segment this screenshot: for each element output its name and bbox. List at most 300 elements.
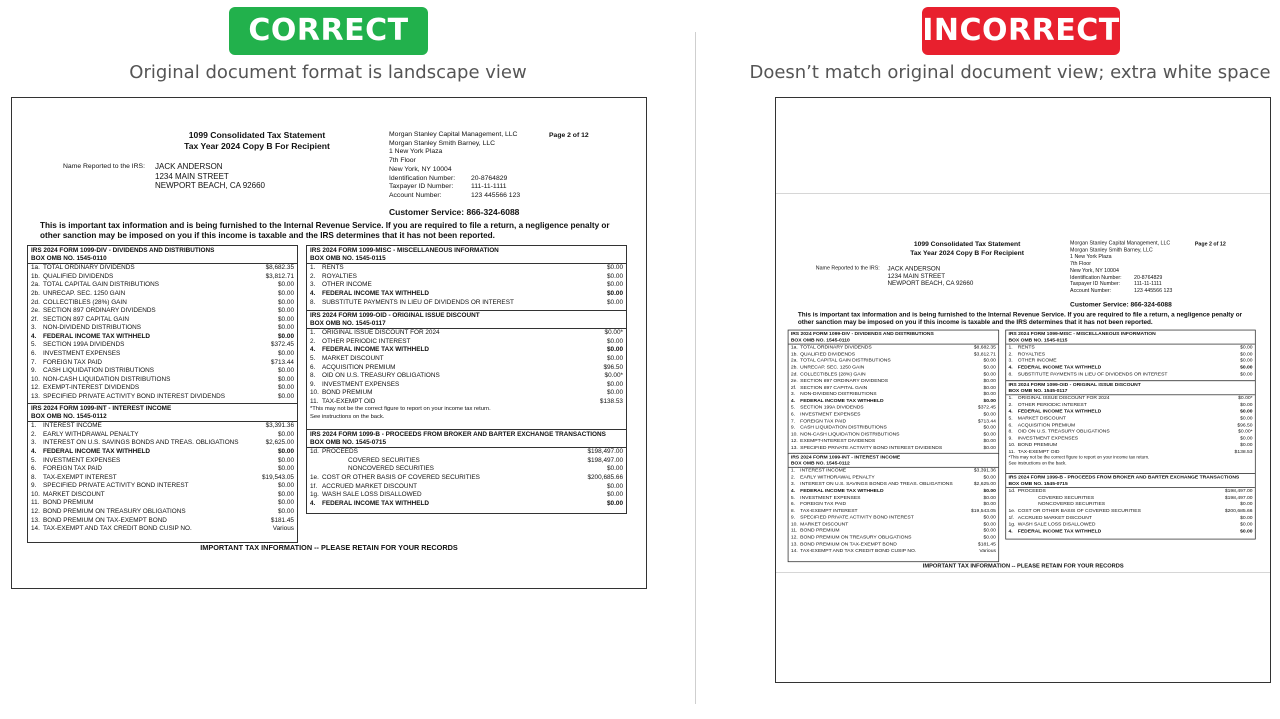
box-value: $0.00	[1240, 371, 1253, 377]
box-number: 1f.	[1008, 514, 1014, 521]
box-number: 1g.	[1008, 521, 1016, 528]
box-number: 1d.	[1008, 488, 1016, 494]
form-row	[307, 465, 626, 474]
form-row	[788, 351, 998, 358]
form-row	[1006, 429, 1255, 436]
form-omb-number: BOX OMB NO. 1545-0110	[31, 254, 107, 262]
form-header	[1006, 330, 1255, 344]
box-value: $181.45	[977, 541, 996, 547]
form-row	[28, 482, 297, 491]
box-number: 13.	[790, 541, 798, 547]
box-label: SPECIFIED PRIVATE ACTIVITY BOND INTEREST DIVIDENDS	[43, 392, 226, 400]
irs-notice: This is important tax information and is being furnished to the Internal Revenue Service. If you are required to file a return, a negligence penalty or other sanction may be imposed on you if this income is taxable and the IRS determines that it has not been reported.	[40, 221, 610, 240]
box-label: FOREIGN TAX PAID	[800, 418, 847, 424]
box-label: SECTION 897 CAPITAL GAIN	[43, 315, 129, 323]
form-row	[307, 389, 626, 398]
box-value: $0.00	[278, 482, 294, 490]
box-label: INTEREST ON U.S. SAVINGS BONDS AND TREAS. OBLIGATIONS	[800, 481, 953, 487]
box-number: 3.	[31, 439, 37, 447]
form-row	[788, 358, 998, 365]
payer-field-label: Taxpayer ID Number:	[1070, 281, 1121, 287]
box-value: $0.00	[607, 491, 623, 499]
box-label: NON-CASH LIQUIDATION DISTRIBUTIONS	[800, 431, 900, 438]
box-value: $200,685.66	[1224, 508, 1253, 514]
correct-document	[12, 98, 646, 588]
statement-title: 1099 Consolidated Tax Statement Tax Year 2024 Copy B For Recipient	[184, 130, 330, 151]
form-row	[1006, 345, 1255, 352]
form-title: IRS 2024 FORM 1099-DIV - DIVIDENDS AND DISTRIBUTIONS	[790, 331, 934, 337]
box-number: 9.	[31, 367, 37, 375]
box-value: $0.00	[1240, 435, 1253, 441]
form-row	[28, 307, 297, 316]
form-row	[1006, 495, 1255, 502]
box-number: 4.	[1008, 408, 1013, 415]
box-label: BOND PREMIUM	[322, 389, 373, 397]
form-1099-int	[788, 453, 999, 562]
box-label: SPECIFIED PRIVATE ACTIVITY BOND INTEREST DIVIDENDS	[800, 444, 943, 451]
payer-line: 1 New York Plaza	[1070, 254, 1112, 260]
payer-line: 7th Floor	[389, 157, 416, 165]
box-number: 4.	[790, 487, 795, 494]
irs-notice: This is important tax information and is being furnished to the Internal Revenue Service. If you are required to file a return, a negligence penalty or other sanction may be imposed on you if this income is taxable and the IRS determines that it has not been reported.	[797, 310, 1243, 326]
form-omb-number: BOX OMB NO. 1545-0112	[790, 460, 850, 466]
box-number: 7.	[31, 358, 37, 366]
payer-field	[389, 175, 520, 184]
box-number: 8.	[31, 473, 37, 481]
box-value: $0.00	[278, 456, 294, 464]
box-number: 1.	[310, 264, 316, 272]
box-number: 4.	[310, 346, 316, 354]
form-row	[28, 431, 297, 440]
form-row	[788, 521, 998, 528]
box-label: COLLECTIBLES (28%) GAIN	[800, 371, 866, 377]
form-note: *This may not be the correct figure to report on your income tax return.	[310, 406, 491, 413]
form-row	[1006, 409, 1255, 416]
box-label: ROYALTIES	[322, 272, 357, 280]
box-label: NON-CASH LIQUIDATION DISTRIBUTIONS	[43, 375, 171, 383]
box-value: $0.00	[983, 358, 996, 364]
box-value: $0.00	[983, 444, 996, 451]
payer-field-label: Identification Number:	[389, 174, 456, 182]
incorrect-badge: INCORRECT	[922, 7, 1120, 55]
form-title: IRS 2024 FORM 1099-OID - ORIGINAL ISSUE DISCOUNT	[1008, 381, 1141, 388]
payer-field-value: 20-8764829	[471, 174, 508, 182]
form-row	[307, 483, 626, 492]
form-row	[1006, 442, 1255, 449]
box-value: $0.00	[983, 384, 996, 391]
box-number: 4.	[310, 289, 316, 297]
box-number: 1.	[310, 329, 316, 337]
box-value: Various	[272, 525, 294, 533]
box-number: 8.	[1008, 371, 1013, 377]
form-row	[788, 391, 998, 398]
box-value: $3,391.36	[973, 467, 996, 474]
box-label: ACQUISITION PREMIUM	[1017, 422, 1076, 428]
form-row	[307, 329, 626, 338]
box-label: FOREIGN TAX PAID	[43, 465, 102, 473]
payer-line: Morgan Stanley Capital Management, LLC	[1070, 240, 1171, 247]
form-row	[28, 273, 297, 282]
form-row	[788, 412, 998, 419]
form-row	[28, 376, 297, 385]
box-number: 10.	[31, 375, 40, 383]
form-row	[1006, 358, 1255, 365]
box-number: 11.	[1008, 448, 1016, 455]
box-number: 6.	[310, 363, 316, 371]
box-value: $0.00	[607, 264, 623, 272]
box-number: 2.	[31, 430, 37, 438]
box-label: FEDERAL INCOME TAX WITHHELD	[43, 447, 150, 455]
form-omb-number: BOX OMB NO. 1545-0115	[310, 254, 386, 262]
form-header	[1006, 474, 1255, 488]
incorrect-document	[776, 215, 1271, 597]
box-number: 3.	[790, 481, 795, 487]
box-number: 2e.	[31, 307, 40, 315]
box-number: 4.	[31, 447, 37, 455]
box-number: 11.	[790, 528, 798, 534]
box-value: $0.00	[278, 298, 294, 306]
box-label: INVESTMENT EXPENSES	[800, 494, 861, 501]
box-value: $3,812.71	[265, 272, 294, 280]
form-row	[788, 535, 998, 542]
box-label: CASH LIQUIDATION DISTRIBUTIONS	[800, 424, 887, 431]
form-row	[307, 264, 626, 273]
form-row	[28, 439, 297, 448]
payer-field-label: Taxpayer ID Number:	[389, 183, 454, 191]
box-number: 1b.	[31, 272, 40, 280]
form-header	[1006, 381, 1255, 395]
form-row	[307, 372, 626, 381]
box-number: 4.	[31, 332, 37, 340]
box-number: 6.	[1008, 422, 1013, 428]
box-label: FEDERAL INCOME TAX WITHHELD	[322, 499, 429, 507]
form-row	[788, 528, 998, 535]
box-label: OTHER INCOME	[1017, 358, 1057, 364]
box-number: 5.	[310, 354, 316, 362]
box-number: 2.	[310, 272, 316, 280]
form-row	[788, 378, 998, 385]
box-number: 12.	[790, 438, 798, 444]
form-row	[788, 438, 998, 445]
box-value: $181.45	[270, 516, 294, 524]
box-label: INTEREST INCOME	[43, 422, 102, 430]
box-label: FEDERAL INCOME TAX WITHHELD	[322, 289, 429, 297]
box-value: $0.00	[1240, 402, 1253, 408]
form-row	[28, 359, 297, 368]
form-row	[1006, 522, 1255, 529]
box-value: $713.44	[270, 358, 294, 366]
box-value: $0.00	[607, 289, 623, 297]
box-label: QUALIFIED DIVIDENDS	[43, 272, 114, 280]
box-label: CASH LIQUIDATION DISTRIBUTIONS	[43, 367, 155, 375]
box-value: $0.00	[983, 391, 996, 397]
box-number: 8.	[1008, 428, 1013, 435]
box-label: COST OR OTHER BASIS OF COVERED SECURITIES	[1017, 508, 1141, 514]
box-value: $0.00	[983, 378, 996, 384]
box-value: $0.00	[278, 490, 294, 498]
box-number: 9.	[310, 380, 316, 388]
box-number: 1f.	[310, 482, 318, 490]
form-row	[1006, 422, 1255, 429]
form-title: IRS 2024 FORM 1099-DIV - DIVIDENDS AND DISTRIBUTIONS	[31, 247, 215, 254]
box-number: 4.	[1008, 528, 1013, 534]
box-label: NON-DIVIDEND DISTRIBUTIONS	[43, 324, 141, 332]
form-row	[28, 333, 297, 342]
box-number: 5.	[31, 341, 37, 349]
payer-field-value: 20-8764829	[1134, 274, 1163, 281]
box-label: RENTS	[1017, 344, 1035, 351]
form-header	[307, 246, 626, 264]
box-label: TAX-EXEMPT AND TAX CREDIT BOND CUSIP NO.	[800, 548, 917, 554]
payer-field	[1070, 288, 1172, 295]
box-value: $0.00	[607, 346, 623, 354]
box-value: $8,682.35	[973, 344, 996, 351]
box-label: OTHER PERIODIC INTEREST	[1017, 402, 1087, 408]
box-value: $0.00	[1240, 514, 1253, 521]
box-label: MARKET DISCOUNT	[800, 521, 849, 527]
form-row	[28, 465, 297, 474]
box-label: TAX-EXEMPT OID	[322, 397, 376, 405]
box-value: $2,625.00	[973, 481, 996, 487]
box-label: TAX-EXEMPT INTEREST	[800, 508, 858, 514]
box-value: $0.00	[278, 289, 294, 297]
payer-line: Morgan Stanley Smith Barney, LLC	[389, 139, 496, 147]
form-title: IRS 2024 FORM 1099-B - PROCEEDS FROM BROKER AND BARTER EXCHANGE TRANSACTIONS	[310, 431, 606, 438]
payer-line: New York, NY 10004	[1070, 267, 1119, 274]
box-value: $0.00	[278, 384, 294, 392]
form-1099-oid	[306, 310, 627, 430]
box-number: 2a.	[31, 281, 40, 289]
box-value: $0.00	[278, 447, 294, 455]
box-number: 9.	[1008, 435, 1013, 441]
form-row	[788, 541, 998, 548]
form-omb-number: BOX OMB NO. 1545-0117	[1008, 387, 1068, 394]
form-row	[1006, 508, 1255, 515]
box-label: INVESTMENT EXPENSES	[322, 380, 400, 388]
box-label: ACCRUED MARKET DISCOUNT	[1017, 514, 1092, 521]
box-value: $19,543.05	[971, 508, 996, 514]
box-value: $0.00	[983, 521, 996, 527]
box-label: TOTAL CAPITAL GAIN DISTRIBUTIONS	[800, 358, 891, 364]
box-label: INVESTMENT EXPENSES	[43, 349, 121, 357]
box-number: 1e.	[1008, 508, 1016, 514]
box-value: $0.00	[278, 430, 294, 438]
form-row	[788, 548, 998, 555]
payer-field-label: Identification Number:	[1070, 274, 1122, 281]
box-number: 13.	[790, 444, 798, 451]
box-value: $0.00	[278, 465, 294, 473]
form-row	[307, 273, 626, 282]
form-row	[28, 384, 297, 393]
box-value: $0.00	[278, 507, 294, 515]
form-row	[28, 422, 297, 431]
form-row	[788, 425, 998, 432]
box-label: INVESTMENT EXPENSES	[43, 456, 121, 464]
form-1099-oid	[1005, 380, 1255, 474]
form-row	[307, 281, 626, 290]
box-label: FEDERAL INCOME TAX WITHHELD	[1017, 364, 1102, 371]
box-number: 2b.	[790, 364, 798, 371]
box-value: $0.00	[1240, 415, 1253, 421]
form-row	[28, 367, 297, 376]
payer-field-value: 111-11-1111	[1134, 281, 1162, 287]
box-label: TOTAL ORDINARY DIVIDENDS	[43, 264, 135, 272]
box-label: EXEMPT-INTEREST DIVIDENDS	[43, 384, 140, 392]
box-value: $0.00	[607, 354, 623, 362]
form-row	[1006, 449, 1255, 456]
payer-field	[389, 183, 520, 192]
box-label: PROCEEDS	[322, 448, 358, 456]
customer-service: Customer Service: 866-324-6088	[1070, 300, 1172, 308]
correct-document-frame	[11, 97, 647, 589]
box-number: 2e.	[790, 378, 798, 384]
box-number: 5.	[790, 494, 795, 501]
form-row	[307, 457, 626, 466]
box-label: UNRECAP. SEC. 1250 GAIN	[800, 364, 865, 371]
form-row	[28, 517, 297, 526]
box-value: $8,682.35	[265, 264, 294, 272]
form-row	[788, 475, 998, 482]
box-label: EARLY WITHDRAWAL PENALTY	[800, 474, 875, 481]
form-1099-misc	[1005, 330, 1255, 381]
box-label: BOND PREMIUM ON TREASURY OBLIGATIONS	[800, 534, 912, 541]
form-omb-number: BOX OMB NO. 1545-0715	[310, 438, 387, 446]
form-row	[28, 281, 297, 290]
form-row	[28, 508, 297, 517]
box-label: UNRECAP. SEC. 1250 GAIN	[43, 289, 126, 297]
box-value: $0.00	[278, 307, 294, 315]
box-label: SPECIFIED PRIVATE ACTIVITY BOND INTEREST	[800, 514, 914, 521]
box-value: $0.00	[1240, 442, 1253, 448]
box-label: BOND PREMIUM	[1017, 442, 1058, 448]
box-number: 12.	[31, 384, 40, 392]
page-number: Page 2 of 12	[549, 132, 589, 139]
box-number: 14.	[790, 548, 798, 554]
form-row	[307, 355, 626, 364]
box-number: 12.	[31, 507, 40, 515]
box-label: WASH SALE LOSS DISALLOWED	[1017, 521, 1096, 528]
recipient-address: JACK ANDERSON 1234 MAIN STREET NEWPORT BEACH, CA 92660	[887, 264, 974, 287]
payer-field-value: 111-11-1111	[471, 183, 507, 191]
box-value: $19,543.05	[262, 473, 294, 481]
box-label: INTEREST INCOME	[800, 467, 847, 474]
form-row	[28, 316, 297, 325]
box-number: 1a.	[790, 344, 798, 351]
page-number: Page 2 of 12	[1194, 241, 1226, 247]
box-label: FEDERAL INCOME TAX WITHHELD	[322, 346, 429, 354]
box-label: COVERED SECURITIES	[1038, 494, 1095, 501]
box-number: 11.	[310, 397, 319, 405]
box-label: SPECIFIED PRIVATE ACTIVITY BOND INTEREST	[43, 482, 189, 490]
form-1099-div	[788, 330, 999, 455]
form-row	[307, 346, 626, 355]
form-note: See instructions on the back.	[310, 413, 385, 420]
box-label: COVERED SECURITIES	[348, 456, 420, 464]
payer-field	[1070, 281, 1172, 288]
box-value: $0.00	[983, 487, 996, 494]
box-label: FEDERAL INCOME TAX WITHHELD	[1017, 528, 1102, 534]
box-label: SECTION 897 ORDINARY DIVIDENDS	[800, 378, 889, 384]
box-label: ORIGINAL ISSUE DISCOUNT FOR 2024	[1017, 395, 1110, 401]
form-row	[1006, 395, 1255, 402]
box-label: INVESTMENT EXPENSES	[800, 411, 861, 417]
payer-line: Morgan Stanley Smith Barney, LLC	[1070, 247, 1153, 253]
correct-badge: CORRECT	[229, 7, 428, 55]
form-row	[1006, 502, 1255, 509]
box-label: NONCOVERED SECURITIES	[1038, 501, 1106, 507]
box-label: BOND PREMIUM ON TREASURY OBLIGATIONS	[43, 507, 186, 515]
form-row	[307, 500, 626, 509]
form-row	[28, 393, 297, 402]
box-label: WASH SALE LOSS DISALLOWED	[322, 491, 422, 499]
box-value: $0.00	[607, 380, 623, 388]
form-row	[28, 525, 297, 534]
box-value: $96.50	[603, 363, 623, 371]
box-number: 2.	[790, 474, 795, 481]
incorrect-caption: Doesn’t match original document view; extra white space	[749, 62, 1271, 83]
box-label: MARKET DISCOUNT	[43, 490, 105, 498]
box-label: OID ON U.S. TREASURY OBLIGATIONS	[1017, 428, 1110, 435]
form-row	[1006, 351, 1255, 358]
box-value: $0.00	[278, 315, 294, 323]
form-omb-number: BOX OMB NO. 1545-0715	[1008, 480, 1068, 487]
box-value: $0.00	[983, 424, 996, 431]
box-label: ORIGINAL ISSUE DISCOUNT FOR 2024	[322, 329, 440, 337]
form-header	[307, 311, 626, 329]
payer-line: 7th Floor	[1070, 261, 1091, 267]
box-number: 6.	[31, 349, 37, 357]
form-header	[788, 454, 998, 468]
box-value: $0.00	[1240, 521, 1253, 528]
form-row	[788, 398, 998, 405]
box-value: $198,497.00	[587, 448, 623, 456]
box-number: 11.	[31, 499, 40, 507]
box-number: 6.	[31, 465, 37, 473]
form-1099-div	[27, 245, 298, 405]
box-number: 13.	[31, 516, 40, 524]
box-value: $0.00	[607, 337, 623, 345]
box-label: COST OR OTHER BASIS OF COVERED SECURITIES	[322, 473, 480, 481]
box-label: FEDERAL INCOME TAX WITHHELD	[43, 332, 150, 340]
form-row	[307, 364, 626, 373]
box-number: 1g.	[310, 491, 319, 499]
box-number: 1.	[31, 422, 37, 430]
box-value: $0.00	[278, 324, 294, 332]
box-label: FOREIGN TAX PAID	[800, 501, 847, 507]
form-title: IRS 2024 FORM 1099-MISC - MISCELLANEOUS INFORMATION	[1008, 331, 1156, 337]
box-label: SECTION 897 CAPITAL GAIN	[800, 384, 868, 391]
customer-service: Customer Service: 866-324-6088	[389, 207, 520, 217]
box-value: $0.00	[983, 431, 996, 438]
box-label: FEDERAL INCOME TAX WITHHELD	[800, 487, 884, 494]
form-1099-misc	[306, 245, 627, 311]
box-label: COLLECTIBLES (28%) GAIN	[43, 298, 127, 306]
form-row	[788, 508, 998, 515]
form-title: IRS 2024 FORM 1099-MISC - MISCELLANEOUS INFORMATION	[310, 247, 499, 254]
box-number: 4.	[1008, 364, 1013, 371]
payer-field	[1070, 275, 1172, 282]
box-number: 9.	[790, 514, 795, 521]
form-omb-number: BOX OMB NO. 1545-0112	[31, 412, 107, 420]
box-value: $198,497.00	[587, 456, 623, 464]
form-row	[788, 371, 998, 378]
form-row	[307, 381, 626, 390]
box-value: $138.53	[1234, 448, 1253, 455]
box-value: $0.00	[1240, 364, 1253, 371]
box-value: $3,391.36	[265, 422, 294, 430]
box-value: $0.00	[983, 474, 996, 481]
box-value: $0.00	[607, 465, 623, 473]
